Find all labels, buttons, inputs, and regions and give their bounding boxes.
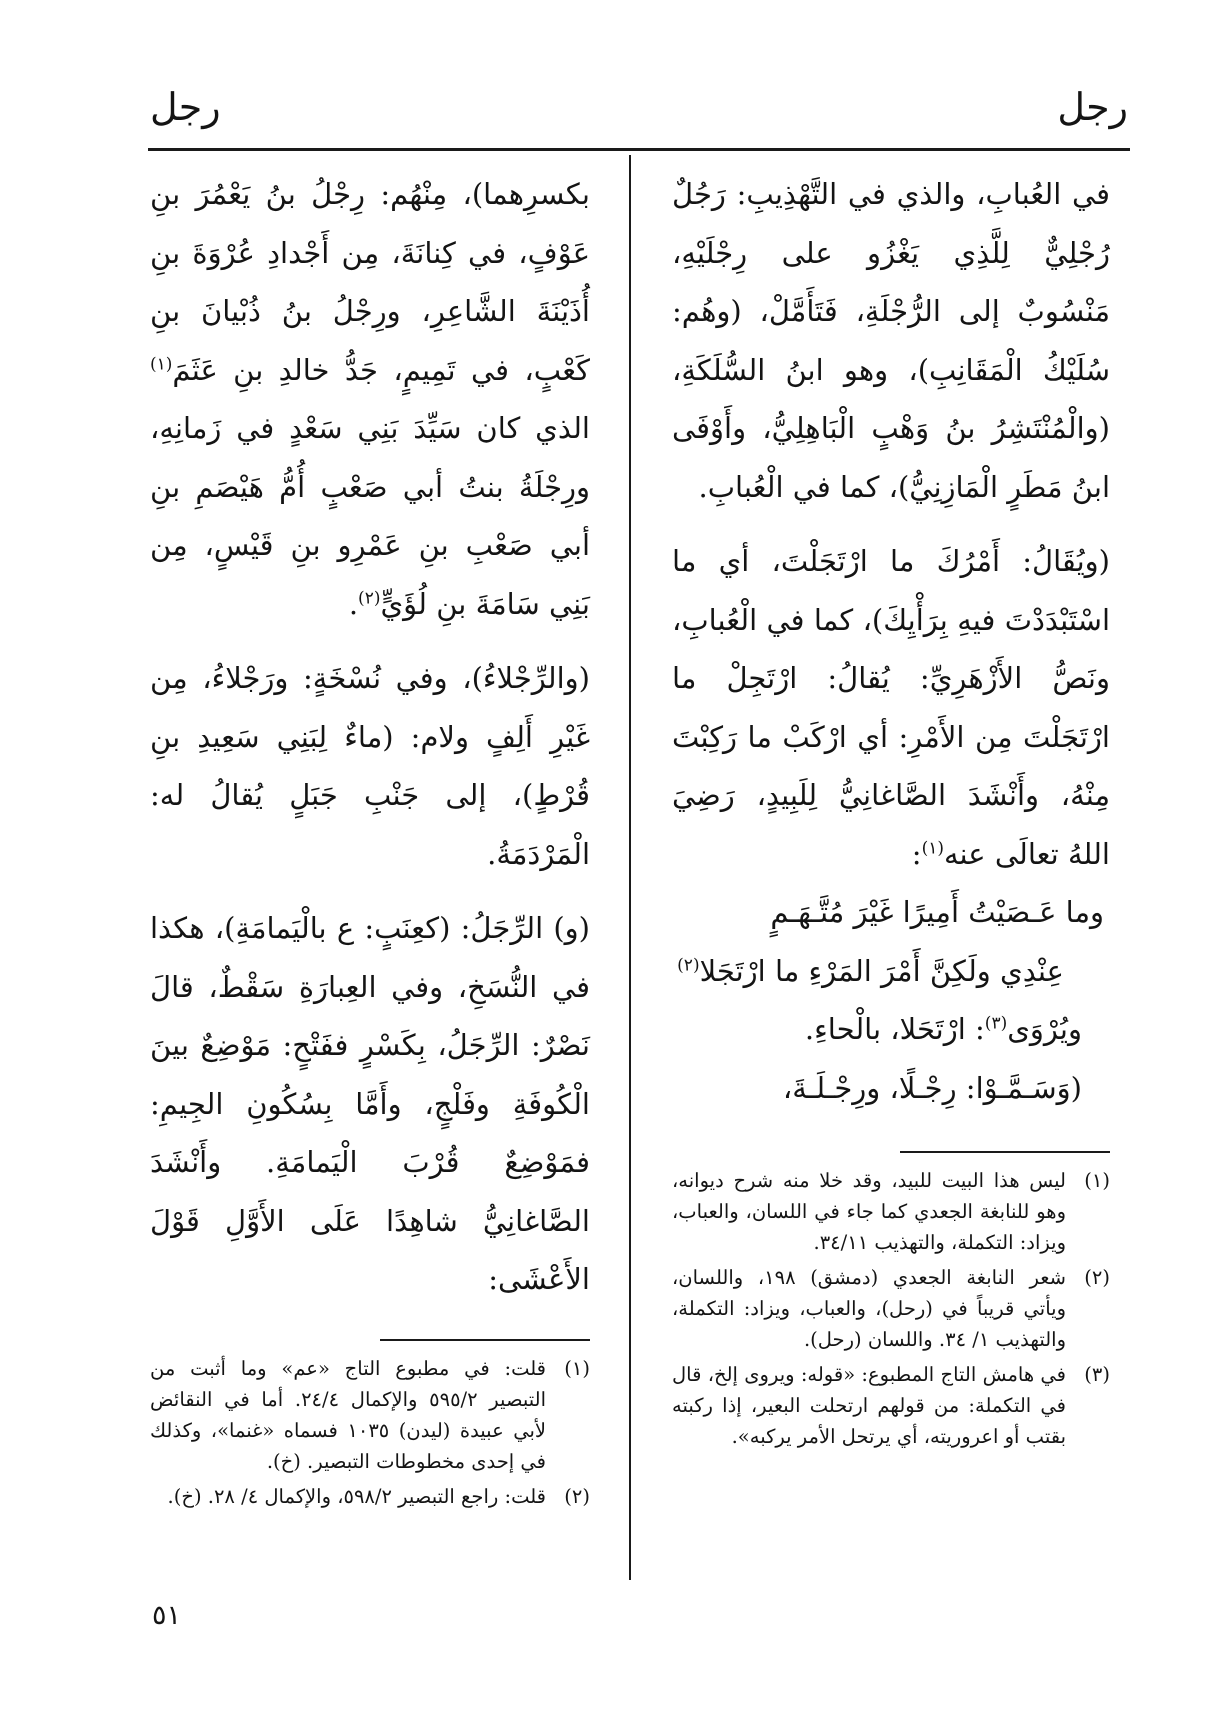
- footnote-text: شعر النابغة الجعدي (دمشق) ١٩٨، واللسان، ويأتي قريباً في (رحل)، والعباب، ويزاد: التكملة، والتهذيب ١/ ٣٤. واللسان (رحل).: [672, 1266, 1066, 1351]
- right-footnotes: [672, 1165, 1110, 1452]
- footnote-number: (٢): [1084, 1266, 1110, 1289]
- left-column-body: [150, 165, 590, 1309]
- header-left-word: رجل: [150, 85, 221, 129]
- right-column-body: [672, 165, 1110, 1117]
- column-divider: [629, 155, 631, 1580]
- header-right-word: رجل: [1057, 85, 1128, 129]
- right-paragraph-2-text: (ويُقَالُ: أَمْرُكَ ما ارْتَجَلْتَ، أي ما اسْتَبْدَدْتَ فيهِ بِرَأْيِكَ)، كما في الْعُبابِ، ونَصُّ الأَزْهَرِيِّ: يُقالُ: ارْتَجِلْ ما ارْتَجَلْتَ مِن الأَمْرِ: أي ارْكَبْ ما رَكِبْتَ مِنْهُ، وأَنْشَدَ الصَّاغانِيُّ لِلَبِيدٍ، رَضِيَ اللهُ تعالَى عنه: [672, 544, 1110, 871]
- right-column: [672, 165, 1110, 1456]
- verse-line-2-text: عِنْدِي ولَكِنَّ أَمْرَ المَرْءِ ما ارْتَجَلا: [699, 953, 1064, 988]
- yurwa-line: [672, 1000, 1110, 1059]
- left-paragraph-3: (و) الرِّجَلُ: (كعِنَبٍ: ع بالْيَمامَةِ)، هكذا في النُّسَخِ، وفي العِبارَةِ سَقْطٌ، قالَ نَصْرٌ: الرِّجَلُ، بِكَسْرٍ ففَتْحٍ: مَوْضِعٌ بينَ الْكُوفَةِ وفَلْجٍ، وأَمَّا بِسُكُونِ الجِيمِ: فمَوْضِعٌ قُرْبَ الْيَمامَةِ. وأَنْشَدَ الصَّاغانِيُّ شاهِدًا عَلَى الأَوَّلِ قَوْلَ الأَعْشَى:: [150, 911, 590, 1296]
- footnote-text: قلت: راجع التبصير ٥٩٨/٢، والإكمال ٤/ ٢٨. (خ).: [167, 1484, 546, 1508]
- last-line: (وَسَـمَّـوْا: رِجْـلًا، ورِجْـلَـةَ،: [782, 1070, 1082, 1105]
- page-number: ٥١: [152, 1600, 182, 1631]
- left-paragraph-1-part1: بكسرِهما)، مِنْهُم: رِجْلُ بنُ يَعْمُرَ بنِ عَوْفٍ، في كِنانَةَ، مِن أَجْدادِ عُرْوَةَ بنِ أُذَيْنَةَ الشَّاعِرِ، ورِجْلُ بنُ ذُبْيانَ بنِ كَعْبٍ، في تَمِيمٍ، جَدُّ خالدِ بنِ عَثَمَ: [150, 177, 590, 387]
- left-paragraph-1: [150, 165, 590, 633]
- footnote-mark-1: (١): [150, 353, 173, 374]
- footnote-mark-2: (٢): [677, 954, 700, 975]
- footnote: [672, 1165, 1110, 1258]
- left-column: [150, 165, 590, 1516]
- left-footnote-rule: [380, 1339, 590, 1341]
- header-rule: [148, 148, 1130, 151]
- footnote: [672, 1359, 1110, 1452]
- footnote: [672, 1262, 1110, 1355]
- left-paragraph-2: (والرِّجْلاءُ)، وفي نُسْخَةٍ: ورَجْلاءُ، مِن غَيْرِ أَلِفٍ ولام: (ماءٌ لِبَنِي سَعِيدِ بنِ قُرْطٍ)، إلى جَنْبِ جَبَلٍ يُقالُ له: الْمَرْدَمَةُ.: [150, 661, 590, 871]
- right-paragraph-2-suffix: :: [911, 836, 922, 871]
- footnote-mark-3: (٣): [984, 1013, 1008, 1034]
- right-paragraph-2: [672, 532, 1110, 883]
- footnote: [150, 1481, 590, 1512]
- verse-line-2: [672, 942, 1110, 1001]
- yurwa-end: : ارْتَحَلا، بالْحاءِ.: [804, 1012, 985, 1046]
- footnote-text: في هامش التاج المطبوع: «قوله: ويروى إلخ، قال في التكملة: من قولهم ارتحلت البعير، إذا ركبته بقتب أو اعروريته، أي يرتحل الأمر يركبه».: [672, 1363, 1066, 1448]
- footnote-number: (٢): [564, 1484, 590, 1508]
- right-paragraph-1: في العُبابِ، والذي في التَّهْذِيبِ: رَجُلٌ رُجْلِيٌّ لِلَّذِي يَغْزُو على رِجْلَيْهِ، مَنْسُوبٌ إلى الرُّجْلَةِ، فَتَأَمَّلْ، (وهُم: سُلَيْكُ الْمَقَانِبِ)، وهو ابنُ السُّلَكَةِ، (والْمُنْتَشِرُ بنُ وَهْبٍ الْبَاهِلِيُّ، وأَوْفَى ابنُ مَطَرٍ الْمَازِنِيُّ)، كما في الْعُبابِ.: [672, 177, 1110, 504]
- footnote: [150, 1353, 590, 1477]
- right-footnote-rule: [900, 1151, 1110, 1153]
- footnote-text: قلت: في مطبوع التاج «عم» وما أثبت من التبصير ٥٩٥/٢ والإكمال ٢٤/٤. أما في النقائض لأبي عبيدة (ليدن) ١٠٣٥ فسماه «غنما»، وكذلك في إحدى مخطوطات التبصير. (خ).: [150, 1356, 546, 1473]
- footnote-number: (٣): [1084, 1363, 1110, 1386]
- yurwa-start: ويُرْوَى: [1007, 1012, 1082, 1046]
- footnote-number: (١): [564, 1356, 590, 1380]
- footnote-number: (١): [1084, 1169, 1110, 1192]
- footnote-text: ليس هذا البيت للبيد، وقد خلا منه شرح ديوانه، وهو للنابغة الجعدي كما جاء في اللسان، والعباب، ويزاد: التكملة، والتهذيب ٣٤/١١.: [672, 1169, 1066, 1254]
- verse-line-1: وما عَـصَيْتُ أَمِيرًا غَيْرَ مُتَّـهَـمٍ: [770, 895, 1104, 929]
- footnote-mark-2: (٢): [358, 587, 381, 608]
- footnote-mark-1: (١): [921, 837, 944, 858]
- left-footnotes: [150, 1353, 590, 1512]
- left-paragraph-1-end: .: [348, 586, 359, 621]
- left-paragraph-1-part2: الذي كان سَيِّدَ بَنِي سَعْدٍ في زَمانِهِ، ورِجْلَةُ بنتُ أبي صَعْبٍ أُمُّ هَيْصَمِ بنِ أبي صَعْبِ بنِ عَمْرِو بنِ قَيْسٍ، مِن بَنِي سَامَةَ بنِ لُؤَيٍّ: [150, 411, 590, 621]
